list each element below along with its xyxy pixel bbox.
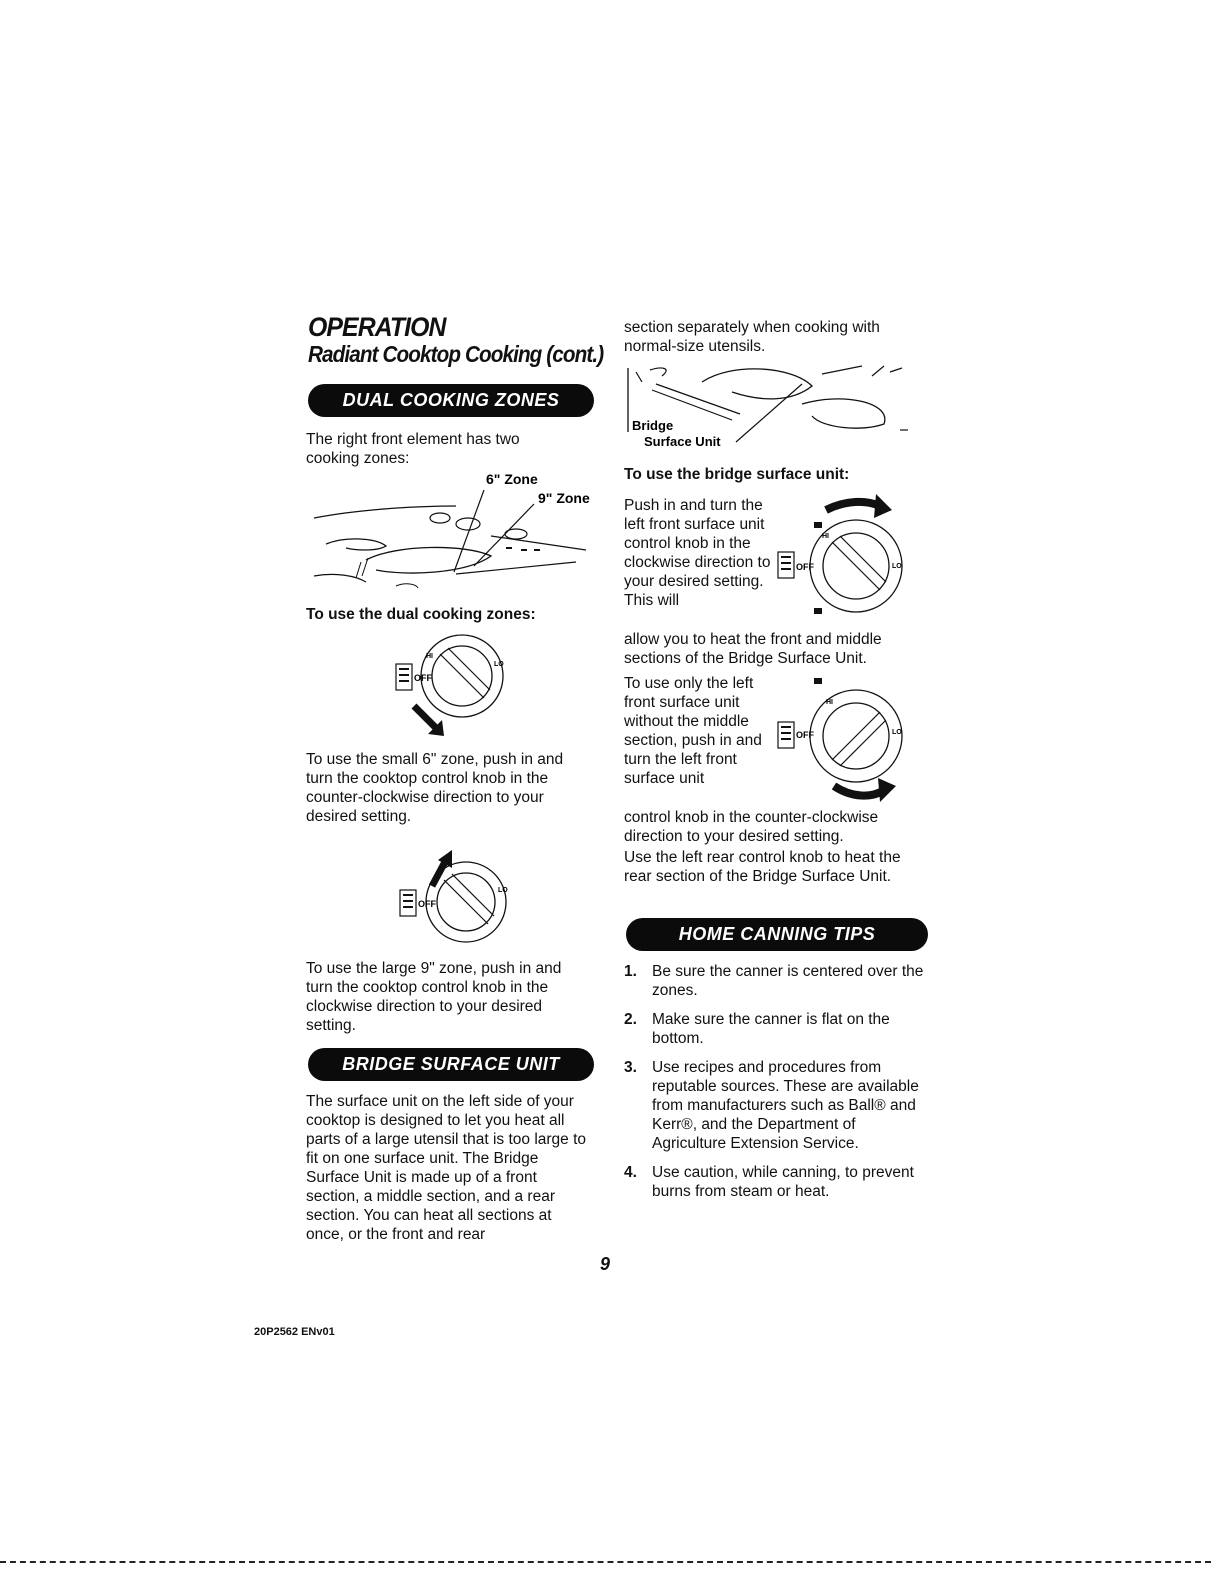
bridge-clockwise-continued: allow you to heat the front and middle sections of the Bridge Surface Unit. bbox=[624, 631, 882, 667]
list-item-text: Be sure the canner is centered over the zones. bbox=[652, 963, 924, 999]
knob-off-label: OFF bbox=[414, 673, 432, 683]
left-only-continued: control knob in the counter-clockwise direction to your desired setting. bbox=[624, 809, 879, 845]
knob-lo-label: LO bbox=[892, 563, 902, 570]
home-canning-tips-heading bbox=[626, 918, 928, 951]
list-item-text: Use caution, while canning, to prevent burns from steam or heat. bbox=[652, 1164, 914, 1200]
knob-lo-label: LO bbox=[494, 661, 504, 668]
section-title: OPERATION bbox=[308, 312, 446, 342]
bridge-description-continued: section separately when cooking with normal-size utensils. bbox=[624, 319, 880, 355]
canning-tips-list bbox=[624, 962, 924, 1211]
list-item-text: Use recipes and procedures from reputable sources. These are available from manufacturers such as Ball® and Kerr®, and the Department of Agriculture Extension Service. bbox=[652, 1059, 919, 1152]
knob-hi-label: HI bbox=[426, 653, 433, 660]
dual-zone-cooktop-illustration bbox=[306, 466, 596, 596]
dual-zones-subheading: To use the dual cooking zones: bbox=[306, 606, 536, 623]
left-only-instructions: To use only the left front surface unit without the middle section, push in and turn the left front surface unit bbox=[624, 675, 762, 787]
bridge-surface-unit-illustration bbox=[622, 362, 912, 452]
surface-unit-label: Surface Unit bbox=[644, 434, 721, 449]
bridge-clockwise-instructions: Push in and turn the left front surface unit control knob in the clockwise direction to your desired setting. This will bbox=[624, 497, 771, 609]
page-number: 9 bbox=[600, 1254, 611, 1274]
small-zone-instructions: To use the small 6" zone, push in and turn the cooktop control knob in the counter-clockwise direction to your desired setting. bbox=[306, 751, 564, 825]
list-item-text: Make sure the canner is flat on the bottom. bbox=[652, 1011, 890, 1047]
list-item-number: 2. bbox=[624, 1011, 637, 1028]
knob-hi-label: HI bbox=[822, 533, 829, 540]
bridge-knob-counterclockwise-illustration bbox=[776, 674, 910, 808]
large-zone-instructions: To use the large 9" zone, push in and turn the cooktop control knob in the clockwise direction to your desired setting. bbox=[306, 960, 562, 1034]
bridge-surface-unit-heading-text: BRIDGE SURFACE UNIT bbox=[342, 1054, 560, 1074]
list-item bbox=[624, 1010, 924, 1048]
document-code: 20P2562 ENv01 bbox=[254, 1326, 335, 1338]
home-canning-tips-heading-text: HOME CANNING TIPS bbox=[678, 924, 876, 944]
zone6-label: 6" Zone bbox=[486, 471, 538, 487]
knob-off-label: OFF bbox=[796, 730, 814, 740]
list-item bbox=[624, 1163, 924, 1201]
knob-off-label: OFF bbox=[796, 562, 814, 572]
list-item-number: 1. bbox=[624, 963, 637, 980]
list-item-number: 4. bbox=[624, 1164, 637, 1181]
dual-cooking-zones-heading-text: DUAL COOKING ZONES bbox=[342, 390, 560, 410]
knob-clockwise-illustration bbox=[396, 846, 521, 946]
bridge-surface-unit-heading bbox=[308, 1048, 594, 1081]
bridge-description: The surface unit on the left side of your cooktop is designed to let you heat all parts of a large utensil that is too large to fit on one surface unit. The Bridge Surface Unit is made up of a front section, a middle section, and a rear section. You can heat all sections at once, or the front and rear bbox=[306, 1093, 587, 1243]
knob-counterclockwise-illustration bbox=[392, 630, 517, 742]
knob-off-label: OFF bbox=[418, 899, 436, 909]
bridge-label: Bridge bbox=[632, 418, 674, 433]
list-item bbox=[624, 962, 924, 1000]
bridge-knob-clockwise-illustration bbox=[776, 486, 910, 624]
bottom-edge-line bbox=[0, 1561, 1211, 1563]
zone9-label: 9" Zone bbox=[538, 490, 590, 506]
dual-cooking-zones-heading bbox=[308, 384, 594, 417]
subsection-title: Radiant Cooktop Cooking (cont.) bbox=[308, 341, 604, 367]
knob-lo-label: LO bbox=[498, 887, 508, 894]
rear-section-instructions: Use the left rear control knob to heat the rear section of the Bridge Surface Unit. bbox=[624, 849, 901, 885]
dual-zones-intro: The right front element has two cooking zones: bbox=[306, 431, 520, 467]
list-item-number: 3. bbox=[624, 1059, 637, 1076]
list-item bbox=[624, 1058, 924, 1153]
bridge-subheading: To use the bridge surface unit: bbox=[624, 466, 850, 483]
knob-hi-label: HI bbox=[826, 699, 833, 706]
knob-lo-label: LO bbox=[892, 729, 902, 736]
